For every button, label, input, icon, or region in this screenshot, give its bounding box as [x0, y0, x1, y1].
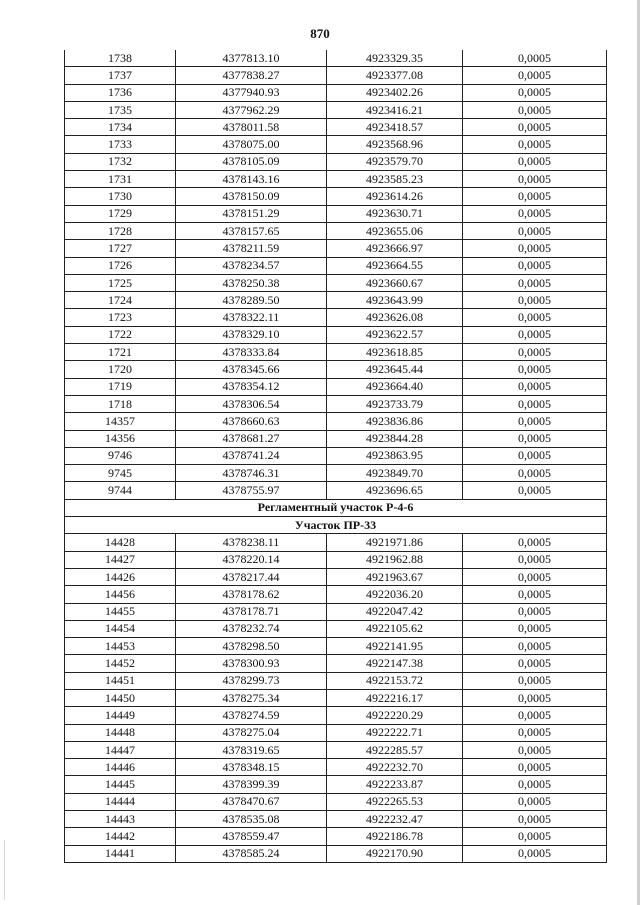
point-number-cell: 1729: [65, 205, 176, 222]
point-number-cell: 1738: [65, 50, 176, 67]
accuracy-cell: 0,0005: [463, 534, 607, 551]
point-number-cell: 1734: [65, 119, 176, 136]
point-number-cell: 1725: [65, 274, 176, 291]
x-coordinate-cell: 4378300.93: [176, 655, 327, 672]
point-number-cell: 1727: [65, 240, 176, 257]
table-row: [65, 465, 607, 482]
table-row: [65, 707, 607, 724]
y-coordinate-cell: 4921971.86: [327, 534, 463, 551]
table-row: [65, 136, 607, 153]
x-coordinate-cell: 4378105.09: [176, 153, 327, 170]
y-coordinate-cell: 4922170.90: [327, 845, 463, 862]
coordinates-table: [64, 50, 607, 863]
accuracy-cell: 0,0005: [463, 551, 607, 568]
point-number-cell: 9745: [65, 465, 176, 482]
accuracy-cell: 0,0005: [463, 292, 607, 309]
x-coordinate-cell: 4378348.15: [176, 759, 327, 776]
y-coordinate-cell: 4922232.47: [327, 811, 463, 828]
y-coordinate-cell: 4923630.71: [327, 205, 463, 222]
table-row: [65, 50, 607, 67]
point-number-cell: 1723: [65, 309, 176, 326]
subsection-title: Участок ПР-33: [65, 517, 607, 534]
accuracy-cell: 0,0005: [463, 620, 607, 637]
y-coordinate-cell: 4923618.85: [327, 344, 463, 361]
accuracy-cell: 0,0005: [463, 326, 607, 343]
point-number-cell: 1726: [65, 257, 176, 274]
y-coordinate-cell: 4923844.28: [327, 430, 463, 447]
point-number-cell: 1724: [65, 292, 176, 309]
table-row: [65, 188, 607, 205]
point-number-cell: 1728: [65, 222, 176, 239]
table-row: [65, 551, 607, 568]
y-coordinate-cell: 4923645.44: [327, 361, 463, 378]
x-coordinate-cell: 4378250.38: [176, 274, 327, 291]
point-number-cell: 14454: [65, 620, 176, 637]
x-coordinate-cell: 4378322.11: [176, 309, 327, 326]
table-row: [65, 586, 607, 603]
accuracy-cell: 0,0005: [463, 50, 607, 67]
table-row: [65, 67, 607, 84]
table-row: [65, 274, 607, 291]
y-coordinate-cell: 4923733.79: [327, 395, 463, 412]
x-coordinate-cell: 4378660.63: [176, 413, 327, 430]
y-coordinate-cell: 4922232.70: [327, 759, 463, 776]
accuracy-cell: 0,0005: [463, 274, 607, 291]
x-coordinate-cell: 4378741.24: [176, 447, 327, 464]
table-row: [65, 828, 607, 845]
y-coordinate-cell: 4922147.38: [327, 655, 463, 672]
y-coordinate-cell: 4922220.29: [327, 707, 463, 724]
accuracy-cell: 0,0005: [463, 188, 607, 205]
point-number-cell: 14456: [65, 586, 176, 603]
y-coordinate-cell: 4922285.57: [327, 741, 463, 758]
table-row: [65, 568, 607, 585]
y-coordinate-cell: 4922265.53: [327, 793, 463, 810]
point-number-cell: 1732: [65, 153, 176, 170]
point-number-cell: 1720: [65, 361, 176, 378]
table-row: [65, 793, 607, 810]
point-number-cell: 14450: [65, 689, 176, 706]
point-number-cell: 9746: [65, 447, 176, 464]
accuracy-cell: 0,0005: [463, 361, 607, 378]
x-coordinate-cell: 4378178.71: [176, 603, 327, 620]
y-coordinate-cell: 4923579.70: [327, 153, 463, 170]
x-coordinate-cell: 4378319.65: [176, 741, 327, 758]
accuracy-cell: 0,0005: [463, 759, 607, 776]
x-coordinate-cell: 4378354.12: [176, 378, 327, 395]
accuracy-cell: 0,0005: [463, 171, 607, 188]
accuracy-cell: 0,0005: [463, 395, 607, 412]
point-number-cell: 1735: [65, 101, 176, 118]
y-coordinate-cell: 4923660.67: [327, 274, 463, 291]
table-row: [65, 430, 607, 447]
table-row: [65, 482, 607, 499]
accuracy-cell: 0,0005: [463, 119, 607, 136]
table-row: [65, 378, 607, 395]
x-coordinate-cell: 4378275.34: [176, 689, 327, 706]
y-coordinate-cell: 4922036.20: [327, 586, 463, 603]
table-row: [65, 240, 607, 257]
accuracy-cell: 0,0005: [463, 257, 607, 274]
accuracy-cell: 0,0005: [463, 828, 607, 845]
x-coordinate-cell: 4378535.08: [176, 811, 327, 828]
y-coordinate-cell: 4923849.70: [327, 465, 463, 482]
table-row: [65, 309, 607, 326]
x-coordinate-cell: 4378681.27: [176, 430, 327, 447]
accuracy-cell: 0,0005: [463, 586, 607, 603]
coordinates-table-container: [64, 50, 606, 863]
point-number-cell: 14428: [65, 534, 176, 551]
y-coordinate-cell: 4923585.23: [327, 171, 463, 188]
x-coordinate-cell: 4378234.57: [176, 257, 327, 274]
table-row: [65, 655, 607, 672]
point-number-cell: 14356: [65, 430, 176, 447]
x-coordinate-cell: 4378289.50: [176, 292, 327, 309]
table-row: [65, 759, 607, 776]
table-row: [65, 257, 607, 274]
x-coordinate-cell: 4378298.50: [176, 638, 327, 655]
x-coordinate-cell: 4378274.59: [176, 707, 327, 724]
y-coordinate-cell: 4921963.67: [327, 568, 463, 585]
table-row: [65, 326, 607, 343]
x-coordinate-cell: 4377838.27: [176, 67, 327, 84]
y-coordinate-cell: 4922186.78: [327, 828, 463, 845]
y-coordinate-cell: 4923664.40: [327, 378, 463, 395]
accuracy-cell: 0,0005: [463, 793, 607, 810]
point-number-cell: 14451: [65, 672, 176, 689]
table-row: [65, 811, 607, 828]
table-row: [65, 447, 607, 464]
table-row: [65, 344, 607, 361]
table-row: [65, 534, 607, 551]
accuracy-cell: 0,0005: [463, 378, 607, 395]
y-coordinate-cell: 4923402.26: [327, 84, 463, 101]
accuracy-cell: 0,0005: [463, 430, 607, 447]
x-coordinate-cell: 4378559.47: [176, 828, 327, 845]
x-coordinate-cell: 4378333.84: [176, 344, 327, 361]
x-coordinate-cell: 4378157.65: [176, 222, 327, 239]
accuracy-cell: 0,0005: [463, 101, 607, 118]
x-coordinate-cell: 4378275.04: [176, 724, 327, 741]
x-coordinate-cell: 4378232.74: [176, 620, 327, 637]
accuracy-cell: 0,0005: [463, 568, 607, 585]
accuracy-cell: 0,0005: [463, 776, 607, 793]
y-coordinate-cell: 4923655.06: [327, 222, 463, 239]
y-coordinate-cell: 4923666.97: [327, 240, 463, 257]
point-number-cell: 1733: [65, 136, 176, 153]
accuracy-cell: 0,0005: [463, 845, 607, 862]
table-row: [65, 603, 607, 620]
y-coordinate-cell: 4922233.87: [327, 776, 463, 793]
accuracy-cell: 0,0005: [463, 603, 607, 620]
accuracy-cell: 0,0005: [463, 67, 607, 84]
point-number-cell: 14449: [65, 707, 176, 724]
point-number-cell: 1718: [65, 395, 176, 412]
table-block-2: [65, 534, 607, 863]
table-row: [65, 776, 607, 793]
x-coordinate-cell: 4378143.16: [176, 171, 327, 188]
point-number-cell: 14452: [65, 655, 176, 672]
y-coordinate-cell: 4922153.72: [327, 672, 463, 689]
table-row: [65, 292, 607, 309]
scan-mark: [4, 840, 5, 900]
y-coordinate-cell: 4923836.86: [327, 413, 463, 430]
y-coordinate-cell: 4922105.62: [327, 620, 463, 637]
y-coordinate-cell: 4923568.96: [327, 136, 463, 153]
accuracy-cell: 0,0005: [463, 465, 607, 482]
table-row: [65, 638, 607, 655]
point-number-cell: 1737: [65, 67, 176, 84]
table-row: [65, 672, 607, 689]
x-coordinate-cell: 4378151.29: [176, 205, 327, 222]
accuracy-cell: 0,0005: [463, 136, 607, 153]
x-coordinate-cell: 4378217.44: [176, 568, 327, 585]
point-number-cell: 1721: [65, 344, 176, 361]
table-row: [65, 741, 607, 758]
y-coordinate-cell: 4923863.95: [327, 447, 463, 464]
accuracy-cell: 0,0005: [463, 84, 607, 101]
accuracy-cell: 0,0005: [463, 707, 607, 724]
accuracy-cell: 0,0005: [463, 447, 607, 464]
y-coordinate-cell: 4922222.71: [327, 724, 463, 741]
y-coordinate-cell: 4923329.35: [327, 50, 463, 67]
table-row: [65, 101, 607, 118]
x-coordinate-cell: 4378755.97: [176, 482, 327, 499]
point-number-cell: 14446: [65, 759, 176, 776]
point-number-cell: 14427: [65, 551, 176, 568]
accuracy-cell: 0,0005: [463, 240, 607, 257]
table-block-1: [65, 50, 607, 499]
accuracy-cell: 0,0005: [463, 344, 607, 361]
accuracy-cell: 0,0005: [463, 413, 607, 430]
table-row: [65, 689, 607, 706]
y-coordinate-cell: 4923377.08: [327, 67, 463, 84]
y-coordinate-cell: 4921962.88: [327, 551, 463, 568]
x-coordinate-cell: 4378220.14: [176, 551, 327, 568]
point-number-cell: 1736: [65, 84, 176, 101]
accuracy-cell: 0,0005: [463, 482, 607, 499]
accuracy-cell: 0,0005: [463, 724, 607, 741]
x-coordinate-cell: 4377940.93: [176, 84, 327, 101]
accuracy-cell: 0,0005: [463, 153, 607, 170]
accuracy-cell: 0,0005: [463, 205, 607, 222]
point-number-cell: 14444: [65, 793, 176, 810]
accuracy-cell: 0,0005: [463, 811, 607, 828]
y-coordinate-cell: 4922047.42: [327, 603, 463, 620]
point-number-cell: 14357: [65, 413, 176, 430]
point-number-cell: 14426: [65, 568, 176, 585]
y-coordinate-cell: 4923418.57: [327, 119, 463, 136]
x-coordinate-cell: 4378299.73: [176, 672, 327, 689]
accuracy-cell: 0,0005: [463, 309, 607, 326]
point-number-cell: 14447: [65, 741, 176, 758]
point-number-cell: 14455: [65, 603, 176, 620]
point-number-cell: 14453: [65, 638, 176, 655]
accuracy-cell: 0,0005: [463, 741, 607, 758]
x-coordinate-cell: 4378150.09: [176, 188, 327, 205]
x-coordinate-cell: 4377962.29: [176, 101, 327, 118]
x-coordinate-cell: 4378399.39: [176, 776, 327, 793]
x-coordinate-cell: 4378075.00: [176, 136, 327, 153]
table-row: [65, 153, 607, 170]
point-number-cell: 1731: [65, 171, 176, 188]
y-coordinate-cell: 4923643.99: [327, 292, 463, 309]
y-coordinate-cell: 4923614.26: [327, 188, 463, 205]
y-coordinate-cell: 4923626.08: [327, 309, 463, 326]
table-row: [65, 361, 607, 378]
section-title: Регламентный участок Р-4-6: [65, 499, 607, 516]
table-row: [65, 724, 607, 741]
table-row: [65, 845, 607, 862]
y-coordinate-cell: 4923664.55: [327, 257, 463, 274]
x-coordinate-cell: 4378585.24: [176, 845, 327, 862]
x-coordinate-cell: 4378178.62: [176, 586, 327, 603]
x-coordinate-cell: 4378306.54: [176, 395, 327, 412]
point-number-cell: 14443: [65, 811, 176, 828]
table-row: [65, 395, 607, 412]
point-number-cell: 14442: [65, 828, 176, 845]
table-row: [65, 620, 607, 637]
y-coordinate-cell: 4923416.21: [327, 101, 463, 118]
accuracy-cell: 0,0005: [463, 638, 607, 655]
table-row: [65, 171, 607, 188]
point-number-cell: 14448: [65, 724, 176, 741]
table-row: [65, 222, 607, 239]
x-coordinate-cell: 4378211.59: [176, 240, 327, 257]
accuracy-cell: 0,0005: [463, 222, 607, 239]
point-number-cell: 1719: [65, 378, 176, 395]
x-coordinate-cell: 4378345.66: [176, 361, 327, 378]
x-coordinate-cell: 4378746.31: [176, 465, 327, 482]
point-number-cell: 14441: [65, 845, 176, 862]
y-coordinate-cell: 4923696.65: [327, 482, 463, 499]
y-coordinate-cell: 4922216.17: [327, 689, 463, 706]
table-row: [65, 205, 607, 222]
table-row: [65, 413, 607, 430]
y-coordinate-cell: 4923622.57: [327, 326, 463, 343]
x-coordinate-cell: 4378329.10: [176, 326, 327, 343]
table-row: [65, 119, 607, 136]
point-number-cell: 1722: [65, 326, 176, 343]
accuracy-cell: 0,0005: [463, 689, 607, 706]
x-coordinate-cell: 4378011.58: [176, 119, 327, 136]
table-row: [65, 84, 607, 101]
x-coordinate-cell: 4377813.10: [176, 50, 327, 67]
page-number: 870: [310, 26, 330, 41]
point-number-cell: 1730: [65, 188, 176, 205]
point-number-cell: 14445: [65, 776, 176, 793]
accuracy-cell: 0,0005: [463, 672, 607, 689]
point-number-cell: 9744: [65, 482, 176, 499]
section-header-group: [65, 499, 607, 534]
y-coordinate-cell: 4922141.95: [327, 638, 463, 655]
x-coordinate-cell: 4378470.67: [176, 793, 327, 810]
accuracy-cell: 0,0005: [463, 655, 607, 672]
x-coordinate-cell: 4378238.11: [176, 534, 327, 551]
